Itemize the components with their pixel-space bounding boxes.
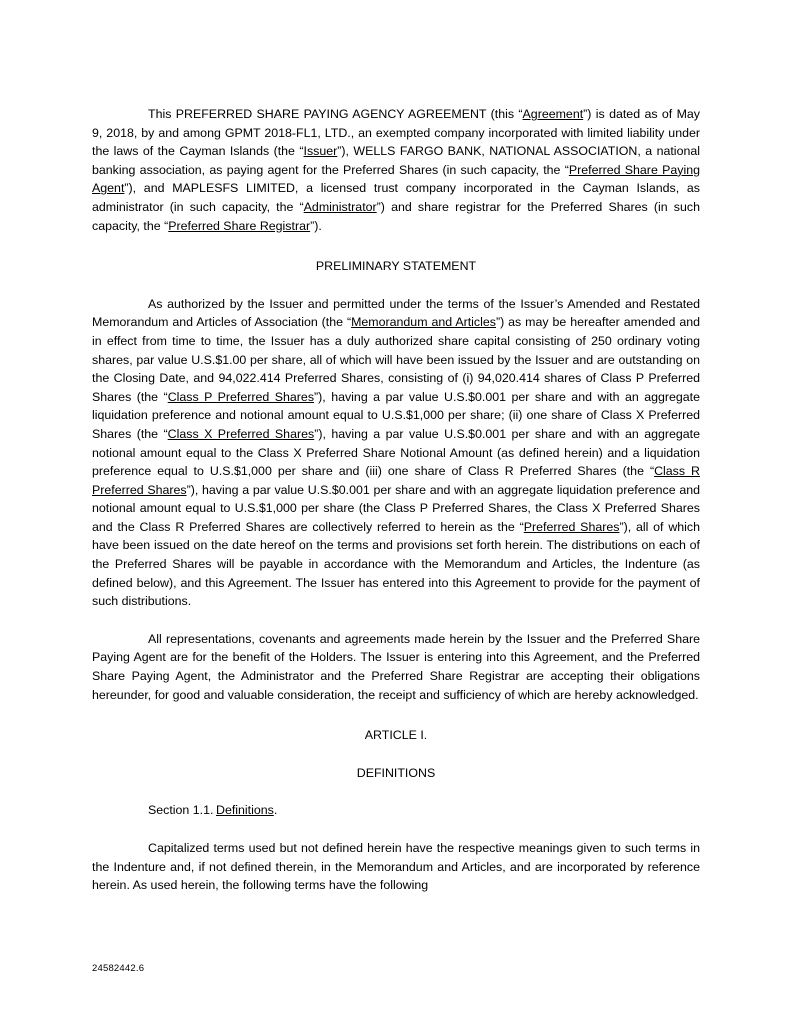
- defined-term-class-x-preferred-shares: Class X Preferred Shares: [167, 426, 315, 441]
- paragraph-preliminary-1: [92, 295, 700, 611]
- document-body: [92, 105, 700, 895]
- defined-term-class-r-preferred-shares: Class R Preferred Shares: [92, 464, 700, 497]
- prelim1-text-b: ”) as may be hereafter amended and in effect from time to time, the Issuer has a duly authorized share capital consisting of 250 ordinary voting shares, par value U.S.$1.00 per share, all of which will have been issued by the Issuer and are outstanding on the Closing Date, and 94,022.414 Preferred Shares, consisting of (i) 94,020.414 shares of Class P Preferred Shares (the “: [92, 315, 700, 404]
- spacer: [92, 820, 700, 839]
- heading-preliminary-statement: PRELIMINARY STATEMENT: [315, 259, 477, 274]
- intro-lead-text: This PREFERRED SHARE PAYING AGENCY AGREEMENT (this: [148, 107, 515, 121]
- section-period: .: [273, 803, 278, 818]
- spacer: [92, 235, 700, 257]
- spacer: [92, 782, 700, 801]
- prelim1-text-e: ”), having a par value U.S.$0.001 per share and with an aggregate liquidation preference and notional amount equal to U.S.$1,000 per share (the Class P Preferred Shares, the Class X Preferred Shares and the Class R Preferred Shares are collectively referred to herein as the “: [92, 482, 700, 534]
- prelim1-text-d: ”), having a par value U.S.$0.001 per share and with an aggregate notional amount equal to the Class X Preferred Share Notional Amount (as defined herein) and a liquidation preference equal to U.S.$1,000 per share and (iii) one share of Class R Preferred Shares (the “: [92, 426, 701, 479]
- prelim1-text-c: ”), having a par value U.S.$0.001 per share and with an aggregate liquidation preference and notional amount equal to U.S.$1,000 per share; (ii) one share of Class X Preferred Shares (the “: [92, 389, 701, 441]
- intro-text-5: ”) and share registrar for the Preferred Shares (in such capacity, the “: [92, 199, 700, 233]
- heading-definitions: DEFINITIONS: [356, 765, 436, 780]
- section-title: Definitions: [216, 803, 274, 818]
- paragraph-preliminary-2: All representations, covenants and agreements made herein by the Issuer and the Preferred Share Paying Agent are for the benefit of the Holders. The Issuer is entering into this Agreement, and the Preferred Share Paying Agent, the Administrator and the Preferred Share Registrar are accepting their obligations hereunder, for good and valuable consideration, the receipt and sufficiency of which are hereby acknowledged.: [92, 631, 700, 702]
- paragraph-introduction: [92, 105, 700, 235]
- prelim1-text-f: ”), all of which have been issued on the date hereof on the terms and provisions set forth herein. The distributions on each of the Preferred Shares will be payable in accordance with the Memorandum and Articles, the Indenture (as defined below), and this Agreement. The Issuer has entered into this Agreement to provide for the payment of such distributions.: [92, 519, 700, 609]
- paragraph-definitions-intro: Capitalized terms used but not defined herein have the respective meanings given to such terms in the Indenture and, if not defined therein, in the Memorandum and Articles, and are incorporated by reference herein. As used herein, the following terms have the following: [92, 841, 700, 893]
- defined-term-preferred-shares: Preferred Shares: [523, 519, 620, 534]
- spacer: [92, 276, 700, 295]
- section-1-1-heading: [92, 801, 700, 820]
- defined-term-issuer: Issuer: [303, 144, 338, 159]
- footer-document-number: 24582442.6: [92, 963, 145, 974]
- defined-term-preferred-share-paying-agent: Preferred Share Paying Agent: [92, 162, 700, 196]
- defined-term-agreement: Agreement: [522, 107, 584, 121]
- intro-quote-open: “: [518, 107, 523, 121]
- section-number: Section 1.1.: [148, 803, 214, 818]
- prelim1-text-a: As authorized by the Issuer and permitted under the terms of the Issuer’s Amended and Restated Memorandum and Articles of Association (the “: [92, 296, 700, 330]
- defined-term-class-p-preferred-shares: Class P Preferred Shares: [167, 389, 315, 404]
- spacer: [92, 611, 700, 630]
- defined-term-administrator: Administrator: [303, 199, 377, 214]
- intro-text-4: ”), and MAPLESFS LIMITED, a licensed trust company incorporated in the Cayman Islands, as administrator (in such capacity, the “: [92, 181, 700, 214]
- heading-article-one: ARTICLE I.: [364, 728, 428, 743]
- defined-term-preferred-share-registrar: Preferred Share Registrar: [168, 218, 311, 233]
- defined-term-memorandum-and-articles: Memorandum and Articles: [351, 315, 496, 330]
- intro-text-6: ”).: [310, 218, 322, 233]
- intro-text-2: ”) is dated as of May 9, 2018, by and among GPMT 2018-FL1, LTD., an exempted company incorporated with limited liability under the laws of the Cayman Islands (the “: [92, 107, 700, 159]
- intro-text-3: ”), WELLS FARGO BANK, NATIONAL ASSOCIATION, a national banking association, as paying agent for the Preferred Shares (in such capacity, the “: [92, 144, 700, 177]
- spacer: [92, 704, 700, 726]
- spacer: [92, 745, 700, 764]
